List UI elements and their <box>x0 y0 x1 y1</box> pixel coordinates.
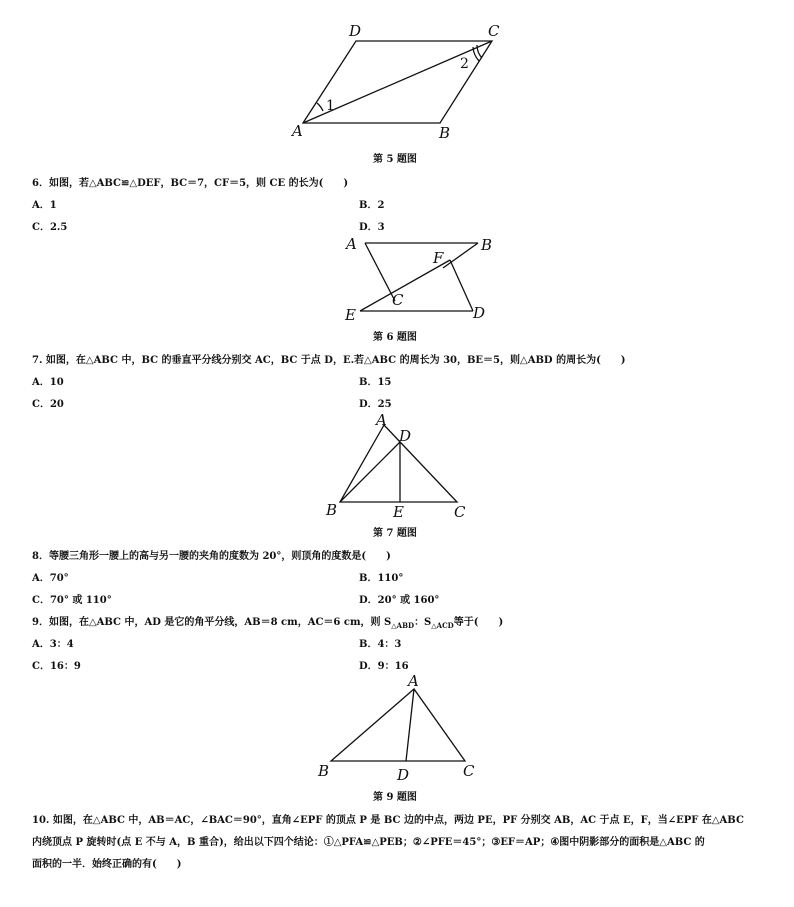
question-9-option-a: A．3：4 <box>32 639 74 650</box>
segment-fd <box>450 260 473 311</box>
label-c: C <box>488 22 500 40</box>
question-9-option-d: D．9：16 <box>359 661 409 672</box>
figure-7-caption: 第 7 题图 <box>373 528 417 539</box>
question-8-option-b: B．110° <box>359 573 404 584</box>
label-c: C <box>392 291 404 309</box>
question-6-option-b: B．2 <box>359 200 385 211</box>
question-9-option-c: C．16：9 <box>32 661 81 672</box>
label-e: E <box>345 306 356 324</box>
segment-bd <box>340 442 400 502</box>
question-9-colon: ：S <box>414 617 432 628</box>
question-10-line-3: 面积的一半．始终正确的有( ) <box>32 859 182 870</box>
segment-ac <box>365 243 395 301</box>
question-9-sub-abd: △ABD <box>391 621 415 630</box>
label-d: D <box>397 766 410 784</box>
label-a: A <box>408 672 419 690</box>
label-b: B <box>481 236 493 254</box>
figure-7 <box>320 410 475 520</box>
question-10-line-1: 10. 如图，在△ABC 中，AB＝AC，∠BAC＝90°，直角∠EPF 的顶点 P 是 BC 边的中点，两边 PE，PF 分别交 AB，AC 于点 E，F，当∠EPF 在△ABC <box>32 815 744 826</box>
question-6-option-a: A．1 <box>32 200 57 211</box>
label-d: D <box>349 22 362 40</box>
angle-1-arc <box>317 103 323 111</box>
label-d: D <box>473 304 486 322</box>
label-angle-1: 1 <box>326 98 335 114</box>
figure-6-caption: 第 6 题图 <box>373 332 417 343</box>
question-9-text <box>32 613 503 630</box>
label-a: A <box>346 235 357 253</box>
question-6-option-d: D．3 <box>359 222 385 233</box>
question-6-text: 6．如图，若△ABC≌△DEF，BC＝7，CF＝5，则 CE 的长为( ) <box>32 178 349 189</box>
label-c: C <box>454 503 466 520</box>
label-b: B <box>326 501 338 519</box>
segment-ef <box>360 260 450 311</box>
triangle-abc <box>331 689 465 761</box>
label-a: A <box>376 411 387 429</box>
figure-9 <box>310 670 485 785</box>
label-d: D <box>399 427 412 445</box>
question-8-option-a: A．70° <box>32 573 69 584</box>
label-angle-2: 2 <box>460 56 469 72</box>
question-9-text-after: 等于( ) <box>453 617 504 628</box>
question-8-text: 8．等腰三角形一腰上的高与另一腰的夹角的度数为 20°，则顶角的度数是( ) <box>32 551 391 562</box>
figure-6 <box>340 232 500 324</box>
question-7-text: 7. 如图，在△ABC 中，BC 的垂直平分线分别交 AC，BC 于点 D，E.若△ABC 的周长为 30，BE＝5，则△ABD 的周长为( ) <box>32 355 626 366</box>
figure-9-caption: 第 9 题图 <box>373 792 417 803</box>
figure-5 <box>290 20 510 145</box>
label-e: E <box>393 503 404 520</box>
label-a: A <box>292 122 303 140</box>
question-8-option-d: D．20° 或 160° <box>359 595 440 606</box>
question-7-option-c: C．20 <box>32 399 64 410</box>
question-9-sub-acd: △ACD <box>431 621 454 630</box>
question-6-option-c: C．2.5 <box>32 222 68 233</box>
question-9-text-before: 9．如图，在△ABC 中，AD 是它的角平分线，AB＝8 cm，AC＝6 cm，则 S <box>32 617 392 628</box>
label-b: B <box>318 762 330 780</box>
question-7-option-a: A．10 <box>32 377 64 388</box>
question-7-option-d: D．25 <box>359 399 392 410</box>
segment-ad <box>406 689 414 761</box>
segment-bf <box>443 243 478 268</box>
question-7-option-b: B．15 <box>359 377 392 388</box>
label-c: C <box>463 762 475 780</box>
label-b: B <box>439 124 451 142</box>
question-10-line-2: 内绕顶点 P 旋转时(点 E 不与 A，B 重合)，给出以下四个结论：①△PFA≌△PEB；②∠PFE＝45°；③EF＝AP；④图中阴影部分的面积是△ABC 的 <box>32 837 705 848</box>
label-f: F <box>433 249 444 267</box>
question-9-option-b: B．4：3 <box>359 639 402 650</box>
question-8-option-c: C．70° 或 110° <box>32 595 112 606</box>
figure-5-caption: 第 5 题图 <box>373 154 417 165</box>
